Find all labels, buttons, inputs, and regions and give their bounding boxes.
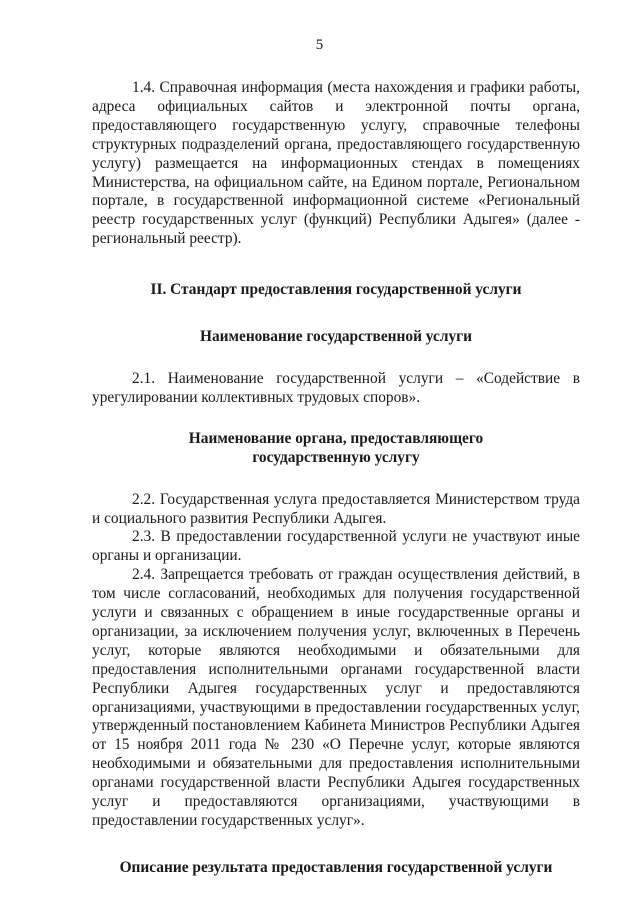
subheading-service-name: Наименование государственной услуги bbox=[199, 328, 473, 346]
subheading-org-name-line1: Наименование органа, предоставляющего bbox=[188, 429, 484, 447]
paragraph-2-2: 2.2. Государственная услуга предоставляется Министерством труда и социального развития Республики Адыгея. bbox=[92, 490, 580, 527]
page-content bbox=[92, 79, 580, 878]
subheading-org-name-line2: государственную услугу bbox=[252, 448, 420, 466]
paragraph-2-3: 2.3. В предоставлении государственной услуги не участвуют иные органы и организации. bbox=[92, 528, 580, 565]
section-heading: II. Стандарт предоставления государственной услуги bbox=[150, 281, 522, 299]
page-number: 5 bbox=[315, 37, 324, 53]
subheading-org-name bbox=[92, 430, 580, 468]
paragraph-2-4: 2.4. Запрещается требовать от граждан осуществления действий, в том числе согласований, необходимых для получения государственной услуги и связанных с обращением в иные государственные органы и организации, за исключением получения услуг, включенных в Перечень услуг, которые являются необходимыми и обязательными для предоставления исполнительными органами государственной власти Республики Адыгея государственных услуг и предоставляются организациями, участвующими в предоставлении государственных услуг, утвержденный постановлением Кабинета Министров Республики Адыгея от 15 ноября 2011 года № 230 «О Перечне услуг, которые являются необходимыми и обязательными для предоставления исполнительными органами государственной власти Республики Адыгея государственных услуг и предоставляются организациями, участвующими в предоставлении государственных услуг». bbox=[92, 566, 580, 829]
paragraph-2-1: 2.1. Наименование государственной услуги – «Содействие в урегулировании коллективных трудовых споров». bbox=[92, 369, 580, 406]
paragraph-1-4: 1.4. Справочная информация (места нахождения и графики работы, адреса официальных сайтов и электронной почты органа, предоставляющего государственную услугу, справочные телефоны структурных подразделений органа, предоставляющего государственную услугу) размещается на информационных стендах в помещениях Министерства, на официальном сайте, на Едином портале, Региональном портале, в государственной информационной системе «Региональный реестр государственных услуг (функций) Республики Адыгея» (далее - региональный реестр). bbox=[92, 79, 580, 248]
subheading-result-description: Описание результата предоставления государственной услуги bbox=[119, 858, 553, 876]
